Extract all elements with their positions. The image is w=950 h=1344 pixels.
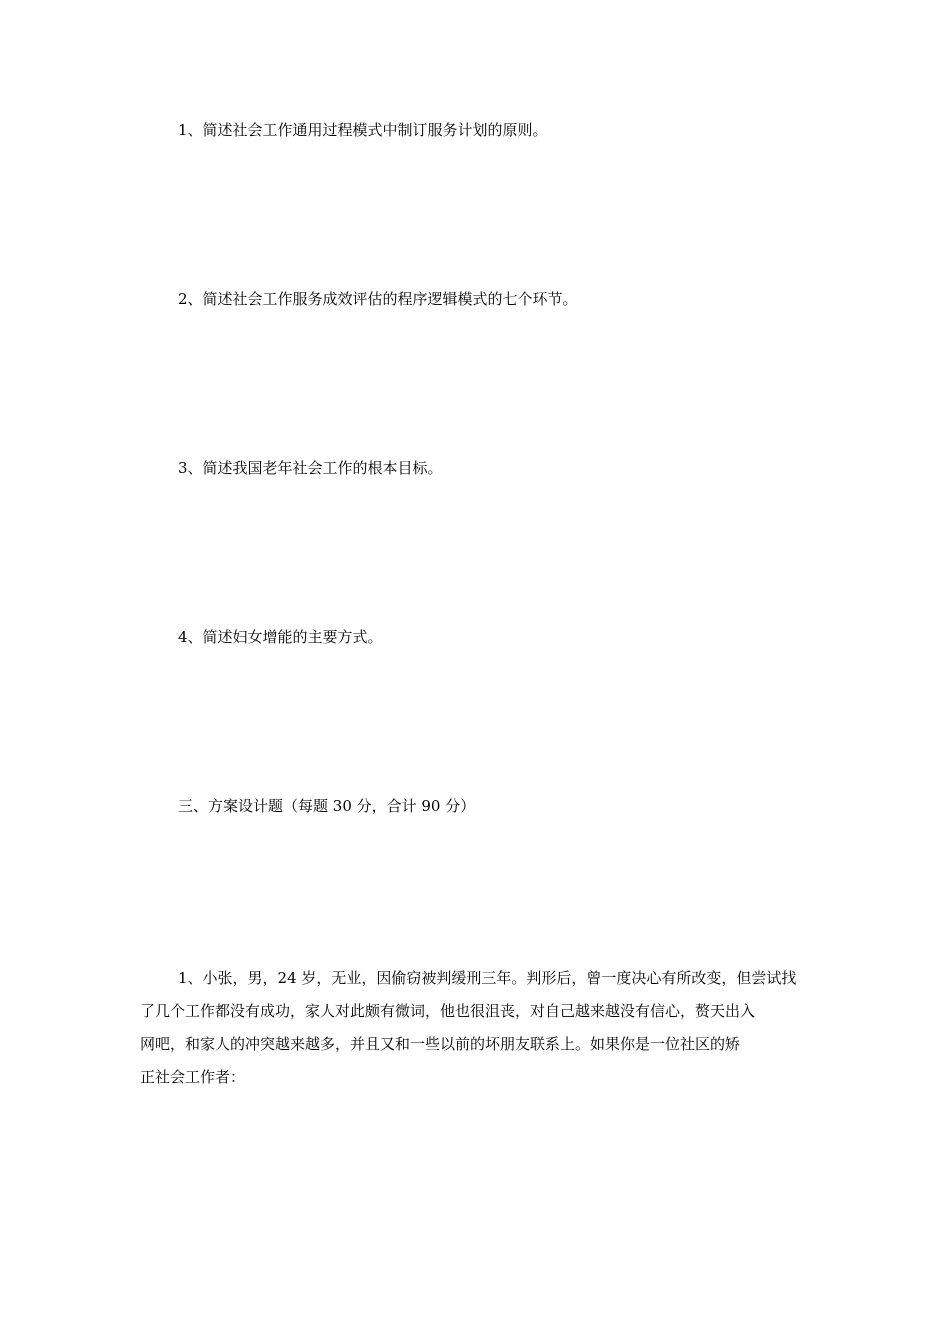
case-1-line-2: 了几个工作都没有成功，家人对此颇有微词，他也很沮丧，对自己越来越没有信心，赘天出入 — [140, 1002, 756, 1020]
case-1-line-1: 1、小张，男，24 岁，无业，因偷窃被判缓刑三年。判形后，曾一度决心有所改变，但尝试找 — [178, 969, 797, 987]
case-1-line-4: 正社会工作者： — [140, 1068, 246, 1086]
case-1-line-3: 网吧，和家人的冲突越来越多，并且又和一些以前的坏朋友联系上。如果你是一位社区的矫 — [140, 1035, 741, 1053]
question-2: 2、简述社会工作服务成效评估的程序逻辑模式的七个环节。 — [178, 290, 578, 308]
question-3: 3、简述我国老年社会工作的根本目标。 — [178, 459, 443, 477]
question-1: 1、简述社会工作通用过程模式中制订服务计划的原则。 — [178, 121, 548, 139]
section-3-heading: 三、方案设计题（每题 30 分，合计 90 分） — [178, 797, 476, 815]
question-4: 4、简述妇女增能的主要方式。 — [178, 628, 383, 646]
case-1-paragraph — [140, 962, 812, 1094]
